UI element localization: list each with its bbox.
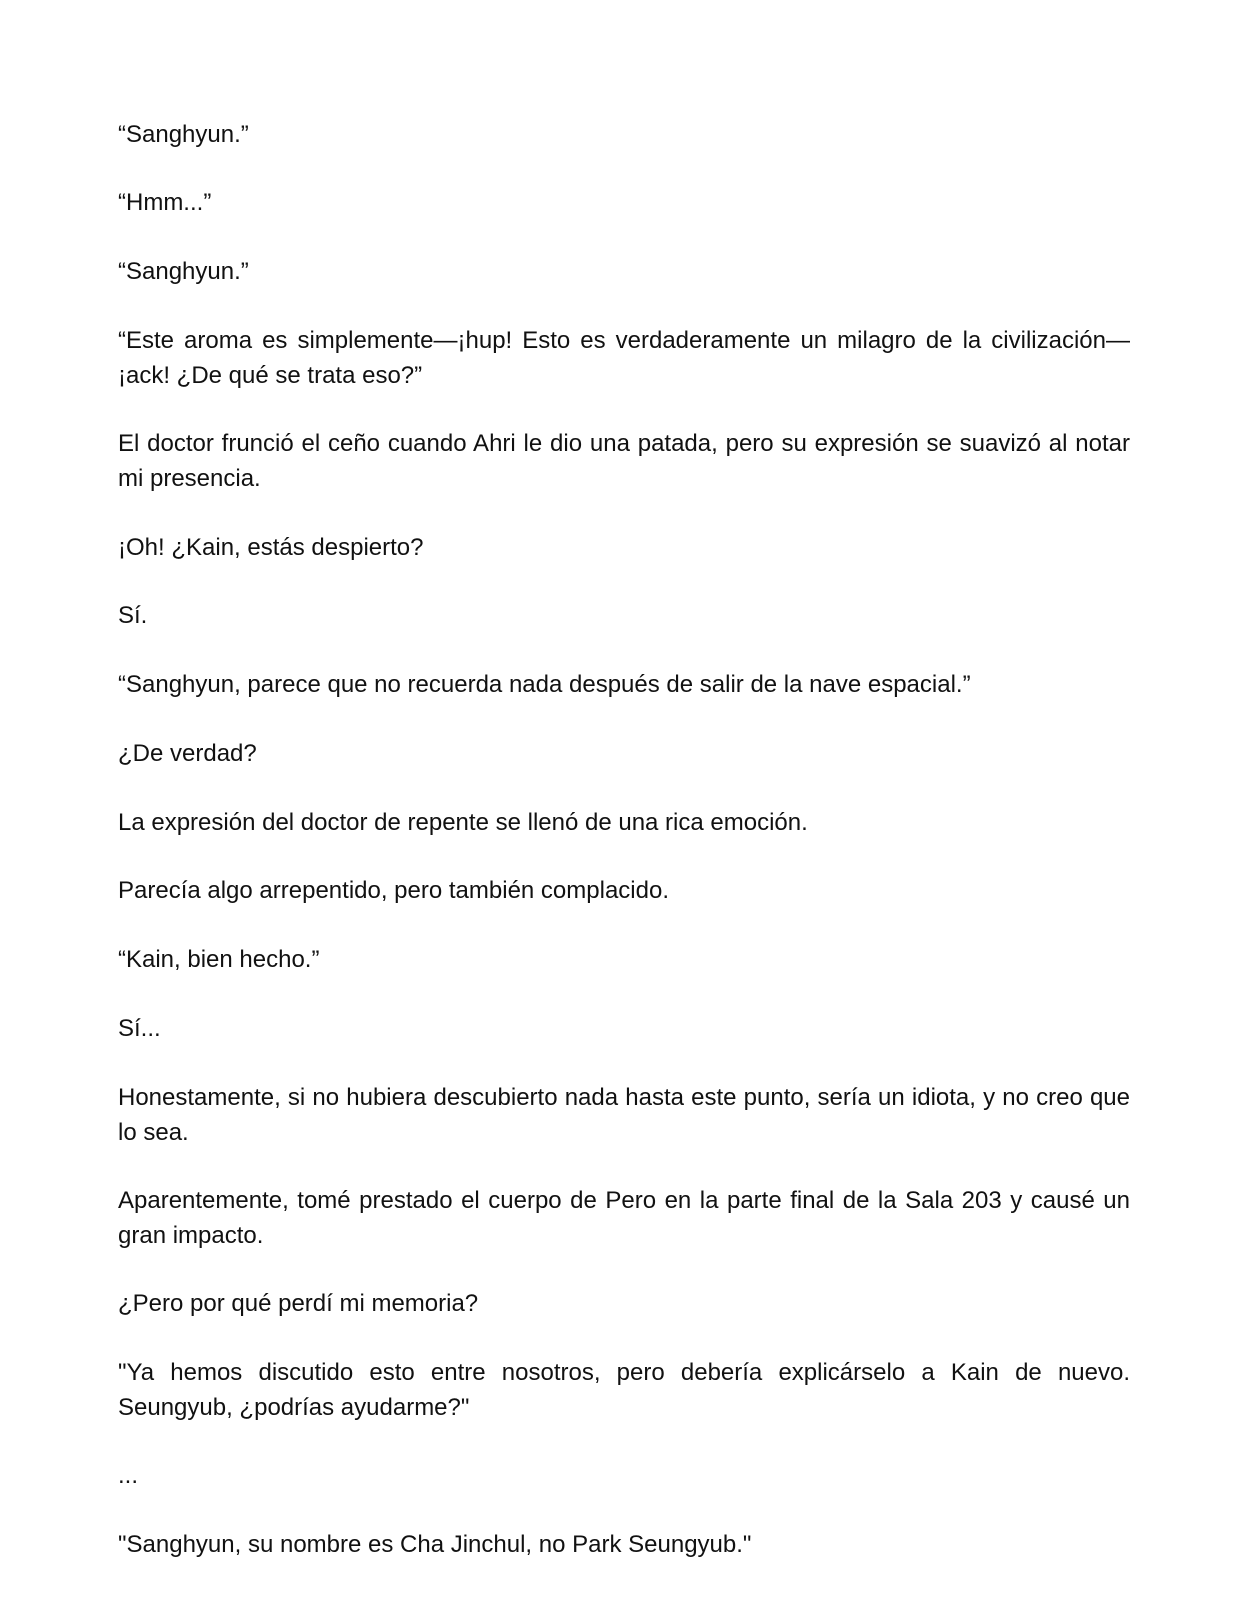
paragraph-19: "Sanghyun, su nombre es Cha Jinchul, no Park Seungyub." xyxy=(118,1531,752,1558)
paragraph-9: ¿De verdad? xyxy=(118,740,257,767)
paragraph-16: ¿Pero por qué perdí mi memoria? xyxy=(118,1290,479,1317)
paragraph-6: ¡Oh! ¿Kain, estás despierto? xyxy=(118,534,424,561)
paragraph-2: “Hmm...” xyxy=(118,189,212,216)
paragraph-8: “Sanghyun, parece que no recuerda nada después de salir de la nave espacial.” xyxy=(118,671,971,698)
paragraph-11: Parecía algo arrepentido, pero también complacido. xyxy=(118,877,669,904)
paragraph-15: Aparentemente, tomé prestado el cuerpo de Pero en la parte final de la Sala 203 y causé un gran impacto. xyxy=(118,1187,1130,1249)
paragraph-13: Sí... xyxy=(118,1015,161,1042)
paragraph-12: “Kain, bien hecho.” xyxy=(118,946,320,973)
paragraph-4: “Este aroma es simplemente—¡hup! Esto es verdaderamente un milagro de la civilización—¡ack! ¿De qué se trata eso?” xyxy=(118,327,1130,389)
paragraph-7: Sí. xyxy=(118,602,148,629)
paragraph-18: ... xyxy=(118,1462,139,1489)
paragraph-17: "Ya hemos discutido esto entre nosotros, pero debería explicárselo a Kain de nuevo. Seungyub, ¿podrías ayudarme?" xyxy=(118,1359,1130,1421)
paragraph-14: Honestamente, si no hubiera descubierto nada hasta este punto, sería un idiota, y no creo que lo sea. xyxy=(118,1084,1130,1146)
paragraph-5: El doctor frunció el ceño cuando Ahri le dio una patada, pero su expresión se suavizó al notar mi presencia. xyxy=(118,430,1130,492)
paragraph-1: “Sanghyun.” xyxy=(118,121,249,148)
paragraph-3: “Sanghyun.” xyxy=(118,258,249,285)
paragraph-10: La expresión del doctor de repente se llenó de una rica emoción. xyxy=(118,809,808,836)
